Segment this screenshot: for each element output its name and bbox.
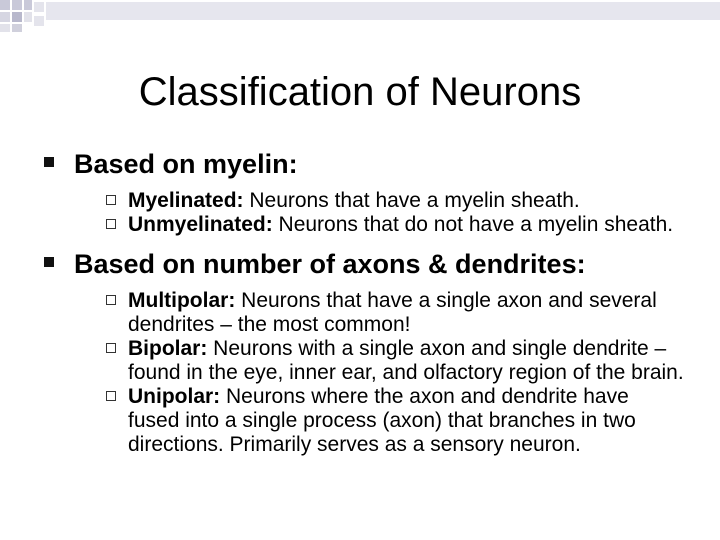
term: Bipolar: — [128, 337, 208, 360]
slide-title: Classification of Neurons — [138, 70, 582, 114]
sub-bullet-list — [74, 189, 684, 237]
sub-bullet-unipolar — [106, 385, 684, 457]
checkbox-bullet-icon — [106, 195, 116, 205]
sub-bullet-multipolar — [106, 289, 684, 337]
term: Multipolar: — [128, 289, 236, 312]
bullet-heading: Based on number of axons & dendrites: — [74, 249, 586, 279]
sub-bullet-myelinated — [106, 189, 684, 213]
definition: Neurons that do not have a myelin sheath. — [272, 213, 674, 236]
term: Myelinated: — [128, 189, 244, 212]
square-bullet-icon — [44, 157, 54, 167]
term: Unmyelinated: — [128, 213, 273, 236]
definition: Neurons that have a myelin sheath. — [243, 189, 580, 212]
definition: Neurons that have a single axon and several dendrites – the most common! — [128, 289, 657, 336]
square-bullet-icon — [44, 257, 54, 267]
bullet-heading: Based on myelin: — [74, 149, 298, 179]
bullet-axons-dendrites — [44, 247, 684, 457]
definition: Neurons where the axon and dendrite have fused into a single process (axon) that branches in two directions. Primarily serves as a sensory neuron. — [128, 385, 636, 456]
bullet-myelin — [44, 147, 684, 237]
checkbox-bullet-icon — [106, 219, 116, 229]
term: Unipolar: — [128, 385, 221, 408]
checkbox-bullet-icon — [106, 295, 116, 305]
decorative-header-pattern — [0, 0, 720, 40]
definition: Neurons with a single axon and single dendrite – found in the eye, inner ear, and olfactory region of the brain. — [128, 337, 684, 384]
slide-content — [44, 147, 684, 457]
checkbox-bullet-icon — [106, 391, 116, 401]
sub-bullet-bipolar — [106, 337, 684, 385]
checkbox-bullet-icon — [106, 343, 116, 353]
sub-bullet-unmyelinated — [106, 213, 684, 237]
sub-bullet-list — [74, 289, 684, 457]
